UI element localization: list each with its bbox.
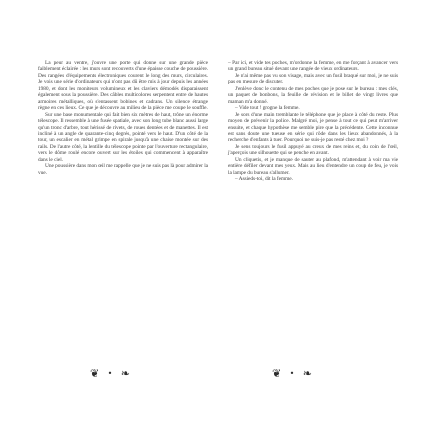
right-paragraph-4: – Vide tout ! grogne la femme. — [235, 105, 300, 112]
right-paragraph-8: – Assieds-toi, dit la femme. — [235, 176, 293, 183]
right-paragraph-6: Je sens toujours le fusil appuyé au creux de mes reins et, du coin de l'œil, j'aperçois une silhouette qui se penche en avant. — [228, 143, 398, 157]
right-paragraph-7: Un cliquetis, et je manque de sauter au plafond, m'attendant à voir ma vie entière défiler devant mes yeux. Mais au lieu d'entendre un coup de feu, je vois la lampe du bureau s'allumer. — [228, 156, 398, 176]
left-page-ornament — [90, 367, 130, 379]
fleuron-right-icon: ❧ — [120, 366, 130, 380]
fleuron-right-icon: ❧ — [302, 366, 312, 380]
fleuron-left-icon: ❦ — [90, 366, 100, 380]
left-page — [38, 60, 208, 176]
right-page-ornament — [272, 367, 312, 379]
right-page — [228, 60, 398, 183]
ornament-dot-icon: • — [107, 368, 113, 378]
right-paragraph-2: Je n'ai même pas vu son visage, mais avec un fusil braqué sur moi, je ne suis pas en mesure de discuter. — [228, 72, 398, 86]
left-paragraph-3: Une poussière dans mon œil me rappelle que je ne suis pas là pour admirer la vue. — [38, 163, 208, 176]
left-paragraph-1: La peur au ventre, j'ouvre une porte qui donne sur une grande pièce faiblement éclairée : les murs sont recouverts d'une épaisse couche de poussière. Des rangées d'équipements électroniques courent le long des murs, circulaires. Je vois une série d'ordinateurs qui n'ont pas dû être mis à jour depuis les années 1980, et dont les moniteurs volumineux et les claviers démodés disparaissent également sous la poussière. Des câbles multicolores serpentent entre de hautes armoires métalliques, où s'entassent bobines et cadrans. Un silence étrange règne en ces lieux. Ce que je découvre au milieu de la pièce me coupe le souffle. — [38, 60, 208, 112]
fleuron-left-icon: ❦ — [272, 366, 282, 380]
right-paragraph-5: Je sors d'une main tremblante le téléphone que je place à côté du reste. Plus moyen de prévenir la police. Malgré moi, je pense à tout ce qui peut m'arriver ensuite, et chaque hypothèse me semble pire que la précédente. Cette inconnue est sans doute une tueuse en série qui rôde dans les lieux abandonnés, à la recherche d'enfants à tuer. Pourquoi ne suis-je pas resté chez moi ? — [228, 111, 398, 144]
right-paragraph-3: J'enlève donc le contenu de mes poches que je pose sur le bureau : mes clés, un paquet de bonbons, la feuille de révision et le billet de vingt livres que maman m'a donné. — [228, 85, 398, 105]
right-paragraph-1: – Par ici, et vide tes poches, m'ordonne la femme, en me forçant à avancer vers un grand bureau situé devant une rangée de vieux ordinateurs. — [228, 60, 398, 73]
left-paragraph-2: Sur une base monumentale qui fait bien six mètres de haut, trône un énorme télescope. Il ressemble à une fusée spatiale, avec son long tube blanc aussi large qu'un tronc d'arbre, tout hérissé de rivets, de roues dentées et de manettes. Il est incliné à un angle de quarante-cinq degrés, pointé vers le haut. D'un côté de la tour, un escalier en métal grimpe en spirale jusqu'à une chaise montée sur des rails. De l'autre côté, la lentille du télescope pointe par l'ouverture rectangulaire, vers le dôme roulé encore ouvert sur les étoiles qui commencent à apparaître dans le ciel. — [38, 111, 208, 163]
ornament-dot-icon: • — [289, 368, 295, 378]
